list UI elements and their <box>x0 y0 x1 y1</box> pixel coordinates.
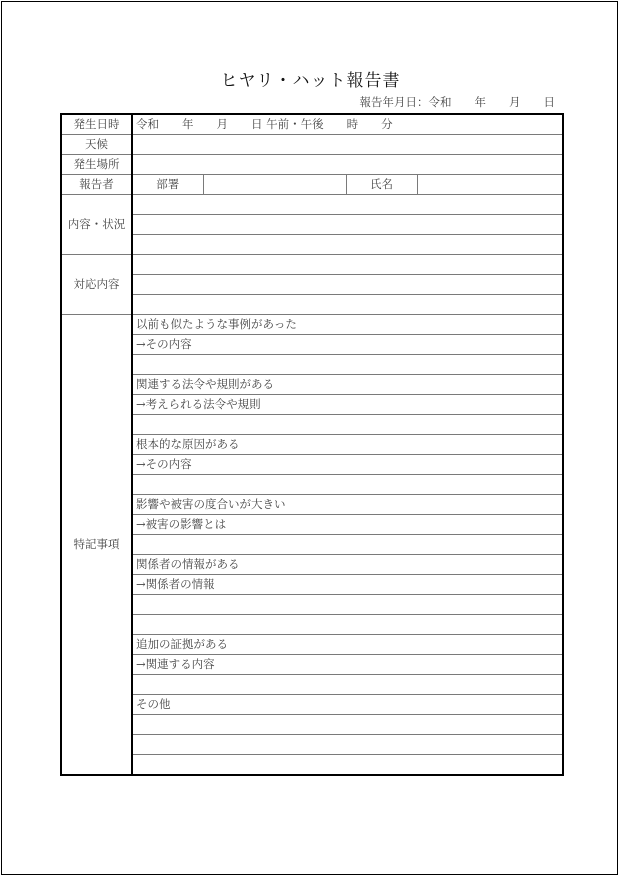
weather-label: 天候 <box>61 135 132 155</box>
notes-line[interactable]: 以前も似たような事例があった <box>132 315 563 335</box>
notes-row <box>61 375 563 395</box>
response-label: 対応内容 <box>61 255 132 315</box>
response-line[interactable] <box>132 295 563 315</box>
content-line[interactable] <box>132 195 563 215</box>
content-line[interactable] <box>132 235 563 255</box>
content-line[interactable] <box>132 215 563 235</box>
notes-line[interactable] <box>132 415 563 435</box>
response-line[interactable] <box>132 255 563 275</box>
notes-line[interactable]: 関連する法令や規則がある <box>132 375 563 395</box>
notes-line[interactable]: 追加の証拠がある <box>132 635 563 655</box>
notes-line[interactable] <box>132 615 563 635</box>
response-row <box>61 275 563 295</box>
department-field[interactable] <box>203 175 346 195</box>
notes-row <box>61 715 563 735</box>
notes-line[interactable] <box>132 475 563 495</box>
department-label: 部署 <box>132 175 203 195</box>
notes-row <box>61 315 563 335</box>
notes-row <box>61 415 563 435</box>
notes-row <box>61 555 563 575</box>
location-field[interactable] <box>132 155 563 175</box>
notes-row <box>61 735 563 755</box>
content-label: 内容・状況 <box>61 195 132 255</box>
response-row <box>61 255 563 275</box>
notes-line[interactable] <box>132 715 563 735</box>
response-line[interactable] <box>132 275 563 295</box>
notes-line[interactable]: →被害の影響とは <box>132 515 563 535</box>
notes-line[interactable]: →考えられる法令や規則 <box>132 395 563 415</box>
notes-line[interactable] <box>132 355 563 375</box>
notes-label: 特記事項 <box>61 315 132 776</box>
notes-row <box>61 395 563 415</box>
notes-line[interactable]: 関係者の情報がある <box>132 555 563 575</box>
notes-line[interactable] <box>132 735 563 755</box>
report-date-field[interactable]: 報告年月日：令和 年 月 日 <box>359 95 555 109</box>
document-page <box>1 1 618 875</box>
notes-row <box>61 595 563 615</box>
notes-row <box>61 475 563 495</box>
notes-row <box>61 355 563 375</box>
notes-line[interactable] <box>132 755 563 776</box>
reporter-row <box>61 175 563 195</box>
weather-field[interactable] <box>132 135 563 155</box>
notes-row <box>61 755 563 776</box>
notes-row <box>61 535 563 555</box>
response-row <box>61 295 563 315</box>
notes-line[interactable]: 根本的な原因がある <box>132 435 563 455</box>
occurrence-datetime-field[interactable]: 令和 年 月 日 午前・午後 時 分 <box>132 114 563 135</box>
notes-row <box>61 495 563 515</box>
occurrence-datetime-row <box>61 114 563 135</box>
notes-row <box>61 635 563 655</box>
report-form-table <box>60 113 564 776</box>
notes-line[interactable] <box>132 595 563 615</box>
content-row <box>61 235 563 255</box>
notes-row <box>61 675 563 695</box>
notes-row <box>61 455 563 475</box>
weather-row <box>61 135 563 155</box>
content-row <box>61 195 563 215</box>
notes-row <box>61 335 563 355</box>
reporter-name-field[interactable] <box>417 175 563 195</box>
location-label: 発生場所 <box>61 155 132 175</box>
notes-row <box>61 575 563 595</box>
notes-row <box>61 655 563 675</box>
reporter-label: 報告者 <box>61 175 132 195</box>
notes-line[interactable]: →その内容 <box>132 455 563 475</box>
notes-line[interactable]: 影響や被害の度合いが大きい <box>132 495 563 515</box>
location-row <box>61 155 563 175</box>
occurrence-datetime-label: 発生日時 <box>61 114 132 135</box>
notes-line[interactable] <box>132 535 563 555</box>
reporter-name-label: 氏名 <box>346 175 417 195</box>
content-row <box>61 215 563 235</box>
document-title: ヒヤリ・ハット報告書 <box>220 71 401 91</box>
notes-line[interactable] <box>132 675 563 695</box>
notes-row <box>61 435 563 455</box>
notes-line[interactable]: →関係者の情報 <box>132 575 563 595</box>
notes-row <box>61 615 563 635</box>
notes-line[interactable]: その他 <box>132 695 563 715</box>
notes-row <box>61 695 563 715</box>
notes-line[interactable]: →その内容 <box>132 335 563 355</box>
notes-line[interactable]: →関連する内容 <box>132 655 563 675</box>
notes-row <box>61 515 563 535</box>
